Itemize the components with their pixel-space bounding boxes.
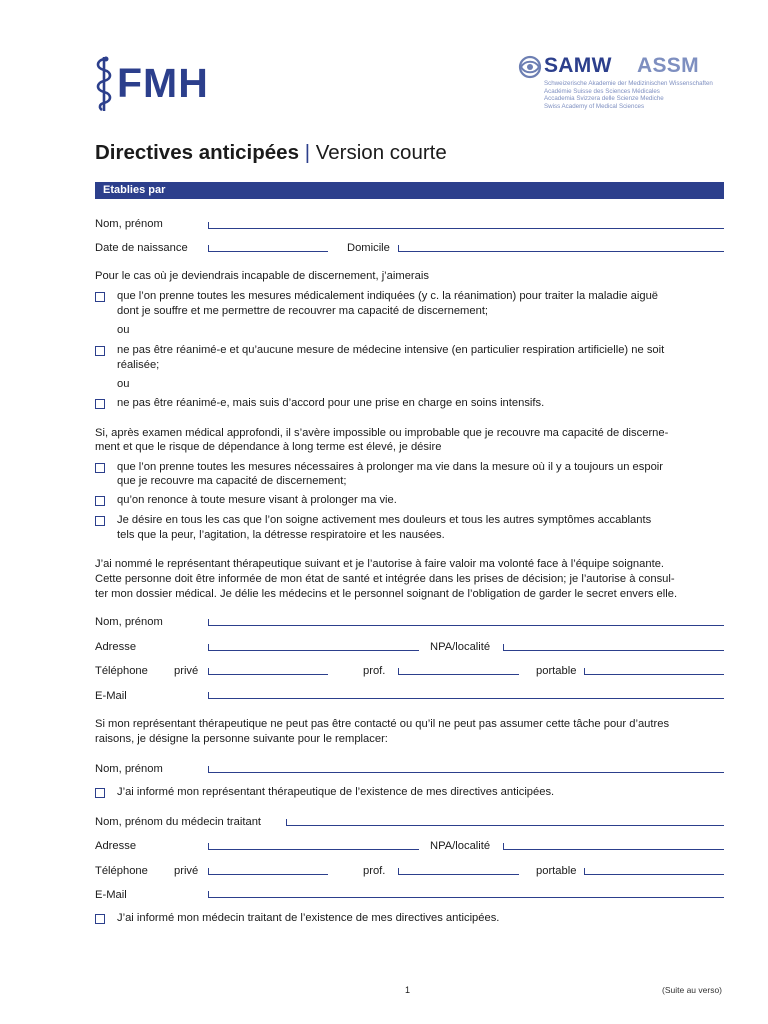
document-title <box>95 141 447 165</box>
section3-text-l3: ter mon dossier médical. Je délie les médecins et le personnel soignant de l’obligation de garder le secret envers elle. <box>95 588 678 600</box>
label-representative-email: E-Mail <box>95 690 127 702</box>
title-sub: Version courte <box>315 141 447 164</box>
option-renounce-measures: qu’on renonce à toute mesure visant à prolonger ma vie. <box>117 494 397 506</box>
academy-name-it: Accademia Svizzera delle Scienze Mediche <box>544 95 664 103</box>
label-representative-portable: portable <box>536 665 577 677</box>
section3-text-l1: J’ai nommé le représentant thérapeutique suivant et je l’autorise à faire valoir ma volonté face à l’équipe soignante. <box>95 558 665 570</box>
label-physician-npa: NPA/localité <box>430 840 491 852</box>
label-physician-adresse: Adresse <box>95 840 137 852</box>
field-physician-npa[interactable] <box>503 842 724 850</box>
field-physician-nom-prenom[interactable] <box>286 818 724 826</box>
section-band-label: Etablies par <box>103 184 166 196</box>
continue-notice: (Suite au verso) <box>662 985 722 995</box>
checkbox-informed-representative[interactable] <box>95 788 105 798</box>
fmh-logo-text: FMH <box>117 60 209 106</box>
or-label-1: ou <box>117 324 130 336</box>
label-nom-prenom: Nom, prénom <box>95 218 163 230</box>
field-representative-phone-mobile[interactable] <box>584 667 724 675</box>
option-full-measures-l2: dont je souffre et me permettre de recouvrer ma capacité de discernement; <box>117 305 489 317</box>
label-representative-prive: privé <box>174 665 199 677</box>
field-physician-phone-mobile[interactable] <box>584 867 724 875</box>
academy-names <box>544 80 713 110</box>
checkbox-palliative-care[interactable] <box>95 516 105 526</box>
field-representative-email[interactable] <box>208 691 724 699</box>
section-band-etablies-par <box>95 182 724 199</box>
field-physician-email[interactable] <box>208 890 724 898</box>
section3-text-l2: Cette personne doit être informée de mon état de santé et intégrée dans les prises de décision; je l’autorise à consul- <box>95 573 675 585</box>
academy-name-fr: Académie Suisse des Sciences Médicales <box>544 87 660 95</box>
field-representative-adresse[interactable] <box>208 643 419 651</box>
checkbox-full-measures[interactable] <box>95 292 105 302</box>
section4-text-l2: raisons, je désigne la personne suivante pour le remplacer: <box>95 733 388 745</box>
field-representative-phone-private[interactable] <box>208 667 328 675</box>
fmh-logo <box>93 55 218 113</box>
title-main: Directives anticipées <box>95 141 299 164</box>
checkbox-prolong-life[interactable] <box>95 463 105 473</box>
section2-intro-l1: Si, après examen médical approfondi, il s’avère impossible ou improbable que je recouvre ma capacité de discerne- <box>95 427 669 439</box>
checkbox-no-resuscitation-icu-ok[interactable] <box>95 399 105 409</box>
title-separator: | <box>304 141 311 164</box>
field-date-naissance[interactable] <box>208 244 328 252</box>
academy-name-de: Schweizerische Akademie der Medizinischen Wissenschaften <box>544 80 713 87</box>
option-full-measures-l1: que l’on prenne toutes les mesures médicalement indiquées (y c. la réanimation) pour traiter la maladie aiguë <box>117 290 659 302</box>
option-palliative-care-l1: Je désire en tous les cas que l’on soigne activement mes douleurs et tous les autres symptômes accablants <box>117 514 652 526</box>
page-number: 1 <box>405 985 411 995</box>
option-no-resuscitation-icu-ok: ne pas être réanimé-e, mais suis d’accord pour une prise en charge en soins intensifs. <box>117 397 545 409</box>
samw-logo-text: SAMW <box>544 54 612 77</box>
label-representative-adresse: Adresse <box>95 641 137 653</box>
or-label-2: ou <box>117 378 130 390</box>
field-physician-adresse[interactable] <box>208 842 419 850</box>
label-representative-prof: prof. <box>363 665 386 677</box>
option-prolong-life-l2: que je recouvre ma capacité de discernement; <box>117 475 347 487</box>
label-domicile: Domicile <box>347 242 390 254</box>
samw-emblem-icon <box>517 55 543 79</box>
label-physician-telephone: Téléphone <box>95 865 148 877</box>
option-no-resuscitation-no-icu-l1: ne pas être réanimé-e et qu’aucune mesure de médecine intensive (en particulier respiration artificielle) ne soit <box>117 344 665 356</box>
option-palliative-care-l2: tels que la peur, l’agitation, la détresse respiratoire et les nausées. <box>117 529 445 541</box>
label-physician-prive: privé <box>174 865 199 877</box>
label-representative-nom-prenom: Nom, prénom <box>95 616 163 628</box>
section2-intro-l2: ment et que le risque de dépendance à long terme est élevé, je désire <box>95 441 442 453</box>
label-representative-npa: NPA/localité <box>430 641 491 653</box>
field-representative-npa[interactable] <box>503 643 724 651</box>
label-physician-nom-prenom: Nom, prénom du médecin traitant <box>95 816 262 828</box>
checkbox-no-resuscitation-no-icu[interactable] <box>95 346 105 356</box>
field-domicile[interactable] <box>398 244 724 252</box>
staff-of-asclepius-icon <box>93 55 115 113</box>
samw-assm-logo <box>517 53 727 113</box>
section1-intro: Pour le cas où je deviendrais incapable de discernement, j’aimerais <box>95 270 429 282</box>
field-physician-phone-private[interactable] <box>208 867 328 875</box>
label-date-naissance: Date de naissance <box>95 242 188 254</box>
option-prolong-life-l1: que l’on prenne toutes les mesures nécessaires à prolonger ma vie dans la mesure où il y a toujours un espoir <box>117 461 664 473</box>
label-physician-prof: prof. <box>363 865 386 877</box>
option-informed-physician: J’ai informé mon médecin traitant de l’existence de mes directives anticipées. <box>117 912 500 924</box>
checkbox-informed-physician[interactable] <box>95 914 105 924</box>
academy-name-en: Swiss Academy of Medical Sciences <box>544 102 645 110</box>
label-representative-telephone: Téléphone <box>95 665 148 677</box>
option-informed-representative: J’ai informé mon représentant thérapeutique de l’existence de mes directives anticipées. <box>117 786 555 798</box>
option-no-resuscitation-no-icu-l2: réalisée; <box>117 359 160 371</box>
assm-logo-text: ASSM <box>637 54 699 77</box>
field-substitute-nom-prenom[interactable] <box>208 765 724 773</box>
label-substitute-nom-prenom: Nom, prénom <box>95 763 163 775</box>
field-nom-prenom[interactable] <box>208 221 724 229</box>
section4-text-l1: Si mon représentant thérapeutique ne peut pas être contacté ou qu’il ne peut pas assumer cette tâche pour d’autres <box>95 718 670 730</box>
label-physician-email: E-Mail <box>95 889 127 901</box>
field-representative-phone-work[interactable] <box>398 667 519 675</box>
checkbox-renounce-measures[interactable] <box>95 496 105 506</box>
field-representative-nom-prenom[interactable] <box>208 618 724 626</box>
field-physician-phone-work[interactable] <box>398 867 519 875</box>
label-physician-portable: portable <box>536 865 577 877</box>
